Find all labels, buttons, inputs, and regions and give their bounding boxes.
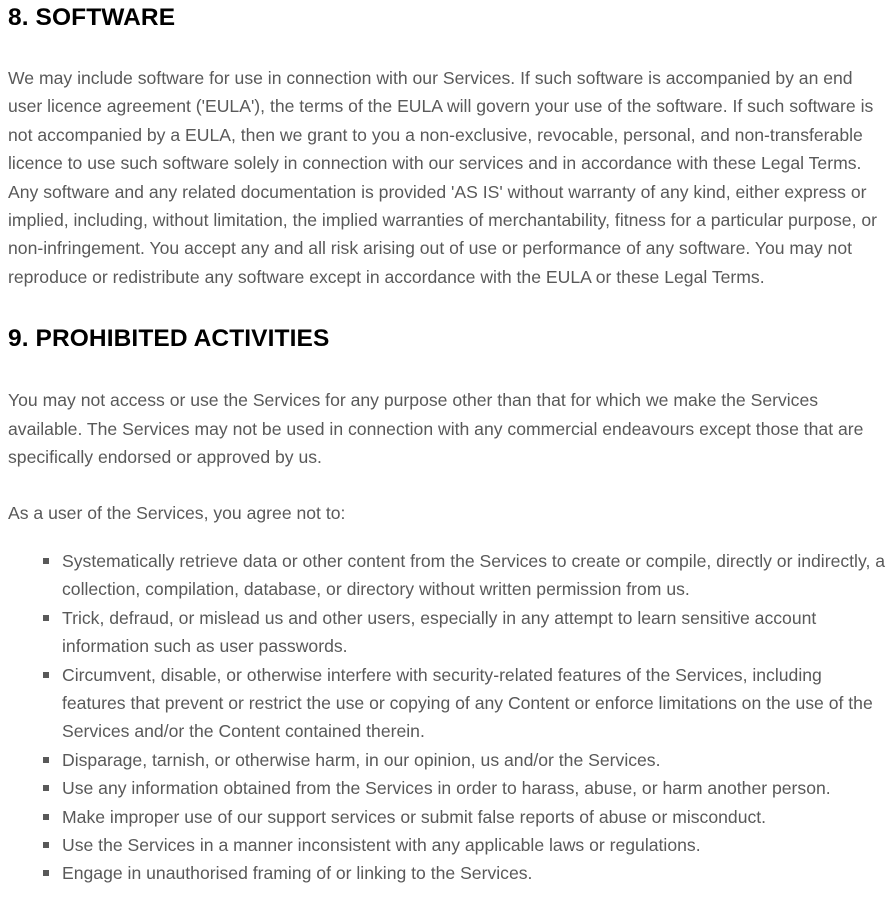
- list-item: [8, 831, 888, 859]
- software-paragraph: We may include software for use in connection with our Services. If such software is accompanied by an end user licence agreement ('EULA'), the terms of the EULA will govern your use of the software. If such software is not accompanied by a EULA, then we grant to you a non-exclusive, revocable, personal, and non-transferable licence to use such software solely in connection with our services and in accordance with these Legal Terms. Any software and any related documentation is provided 'AS IS' without warranty of any kind, either express or implied, including, without limitation, the implied warranties of merchantability, fitness for a particular purpose, or non-infringement. You accept any and all risk arising out of use or performance of any software. You may not reproduce or redistribute any software except in accordance with the EULA or these Legal Terms.: [8, 68, 878, 287]
- square-bullet-icon: [43, 785, 49, 791]
- square-bullet-icon: [43, 558, 49, 564]
- list-item-text: Use the Services in a manner inconsistent with any applicable laws or regulations.: [62, 834, 701, 855]
- list-item-text: Trick, defraud, or mislead us and other users, especially in any attempt to learn sensitive account information such as user passwords.: [62, 607, 817, 657]
- list-item-text: Make improper use of our support services or submit false reports of abuse or misconduct.: [62, 806, 767, 827]
- square-bullet-icon: [43, 672, 49, 678]
- list-item: [8, 859, 888, 887]
- list-item-text: Engage in unauthorised framing of or linking to the Services.: [62, 863, 533, 884]
- list-item-text: Systematically retrieve data or other content from the Services to create or compile, directly or indirectly, a collection, compilation, database, or directory without written permission from us.: [62, 550, 886, 600]
- list-item: [8, 547, 888, 604]
- list-item: [8, 661, 888, 746]
- list-item: [8, 803, 888, 831]
- prohibited-intro-paragraph: You may not access or use the Services for any purpose other than that for which we make the Services available. The Services may not be used in connection with any commercial endeavours except those that are specifically endorsed or approved by us.: [8, 390, 864, 468]
- square-bullet-icon: [43, 870, 49, 876]
- list-item-text: Use any information obtained from the Services in order to harass, abuse, or harm another person.: [62, 778, 831, 799]
- list-item-text: Circumvent, disable, or otherwise interfere with security-related features of the Services, including features that prevent or restrict the use or copying of any Content or enforce limitations on the use of the Services and/or the Content contained therein.: [62, 664, 873, 742]
- list-item: [8, 604, 888, 661]
- list-item-text: Disparage, tarnish, or otherwise harm, in our opinion, us and/or the Services.: [62, 749, 661, 770]
- prohibited-activities-heading: 9. PROHIBITED ACTIVITIES: [8, 325, 330, 353]
- square-bullet-icon: [43, 757, 49, 763]
- list-item: [8, 774, 888, 802]
- square-bullet-icon: [43, 842, 49, 848]
- prohibited-activities-list: [8, 547, 888, 888]
- legal-terms-document: [8, 0, 888, 888]
- agree-not-to-paragraph: As a user of the Services, you agree not to:: [8, 503, 346, 524]
- list-item: [8, 746, 888, 774]
- software-heading: 8. SOFTWARE: [8, 4, 176, 31]
- square-bullet-icon: [43, 615, 49, 621]
- square-bullet-icon: [43, 814, 49, 820]
